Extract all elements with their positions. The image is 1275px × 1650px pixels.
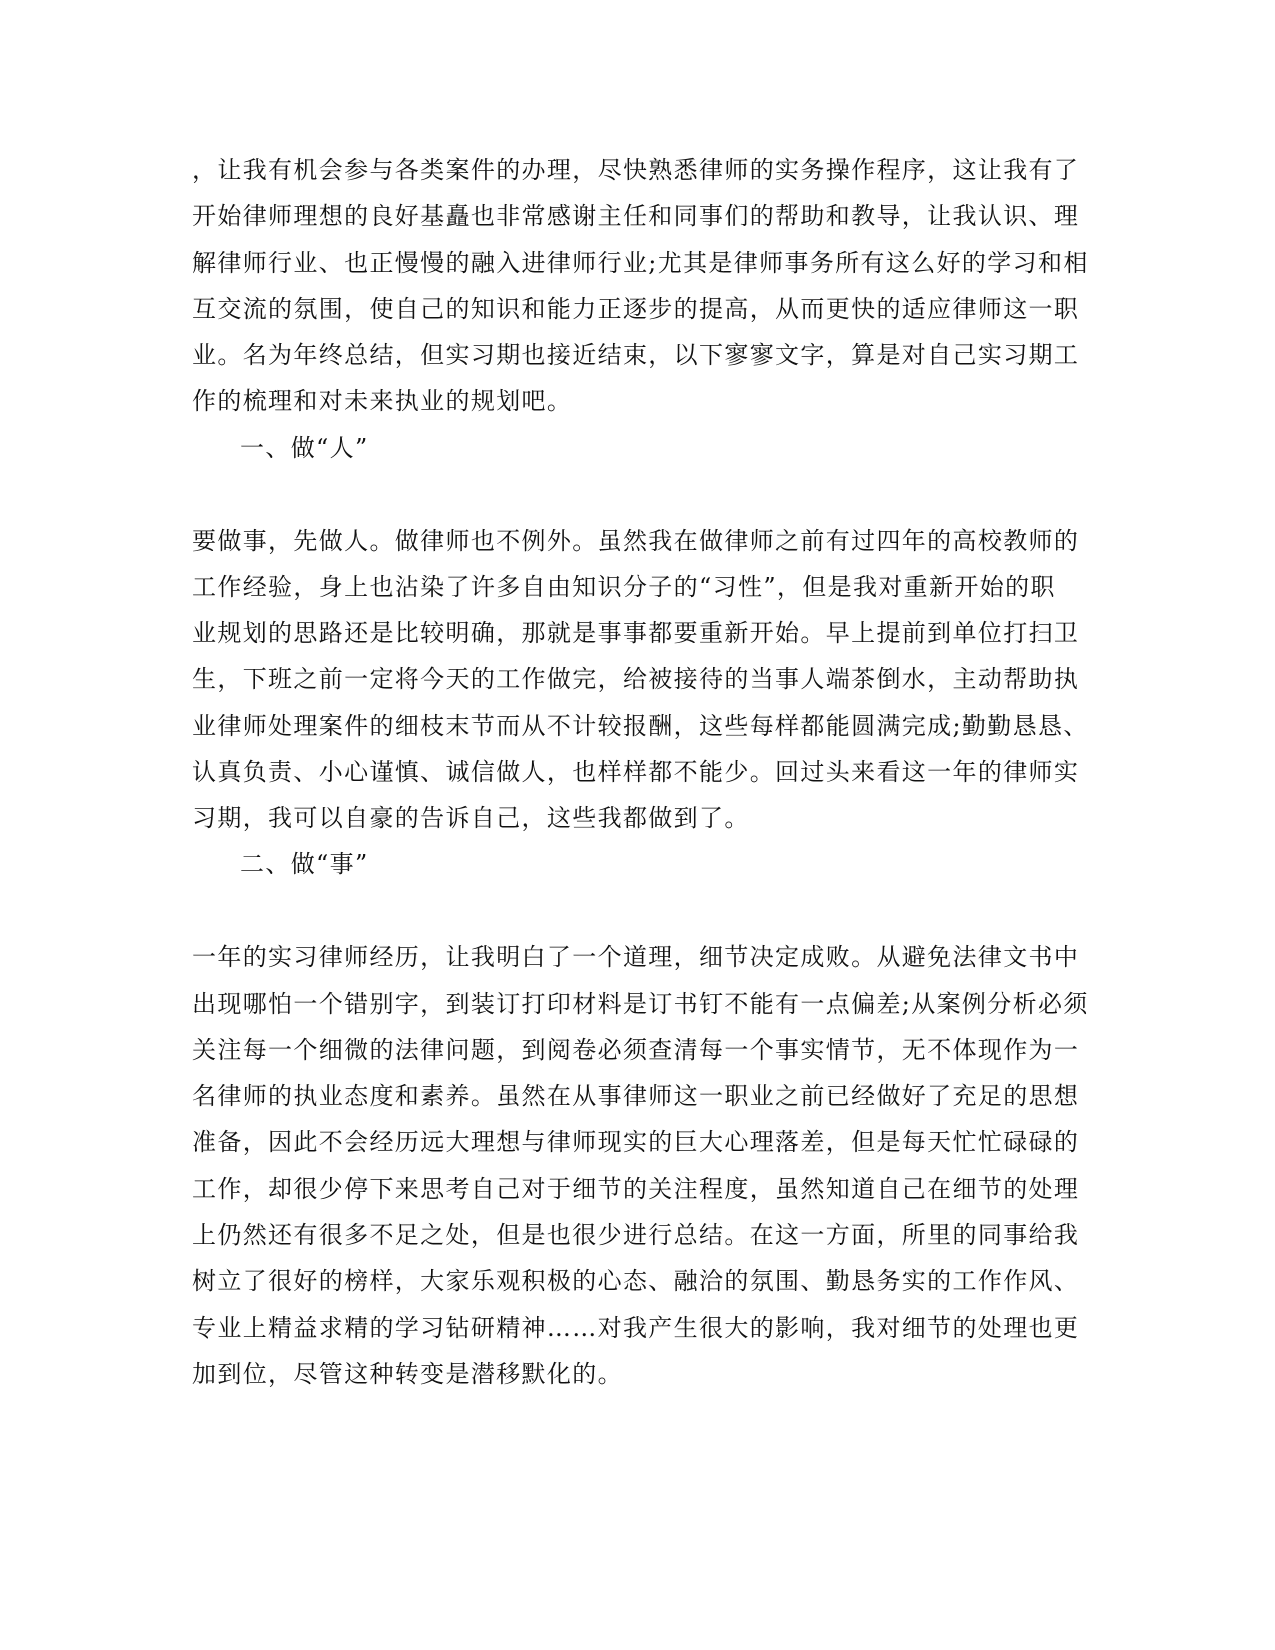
intro-line: 互交流的氛围，使自己的知识和能力正逐步的提高，从而更快的适应律师这一职 (192, 295, 1080, 323)
section-heading-1: 一、做“人” (240, 434, 369, 462)
section2-line: 工作，却很少停下来思考自己对于细节的关注程度，虽然知道自己在细节的处理 (192, 1175, 1080, 1203)
section-heading-2: 二、做“事” (240, 850, 369, 878)
section2-line: 关注每一个细微的法律问题，到阅卷必须查清每一个事实情节，无不体现作为一 (192, 1036, 1080, 1064)
section1-line: 生，下班之前一定将今天的工作做完，给被接待的当事人端茶倒水，主动帮助执 (192, 665, 1080, 693)
intro-line: 解律师行业、也正慢慢的融入进律师行业;尤其是律师事务所有这么好的学习和相 (192, 249, 1089, 277)
section2-line: 树立了很好的榜样，大家乐观积极的心态、融洽的氛围、勤恳务实的工作作风、 (192, 1267, 1080, 1295)
section2-line: 准备，因此不会经历远大理想与律师现实的巨大心理落差，但是每天忙忙碌碌的 (192, 1128, 1080, 1156)
section1-line: 习期，我可以自豪的告诉自己，这些我都做到了。 (192, 804, 750, 832)
section2-line: 上仍然还有很多不足之处，但是也很少进行总结。在这一方面，所里的同事给我 (192, 1221, 1080, 1249)
intro-line: 业。名为年终总结，但实习期也接近结束，以下寥寥文字，算是对自己实习期工 (192, 341, 1080, 369)
section2-line: 一年的实习律师经历，让我明白了一个道理，细节决定成败。从避免法律文书中 (192, 943, 1080, 971)
section2-line: 出现哪怕一个错别字，到装订打印材料是订书钉不能有一点偏差;从案例分析必须 (192, 990, 1089, 1018)
section1-line: 认真负责、小心谨慎、诚信做人，也样样都不能少。回过头来看这一年的律师实 (192, 758, 1080, 786)
intro-line: 开始律师理想的良好基矗也非常感谢主任和同事们的帮助和教导，让我认识、理 (192, 202, 1080, 230)
intro-line: 作的梳理和对未来执业的规划吧。 (192, 387, 573, 415)
section1-line: 要做事，先做人。做律师也不例外。虽然我在做律师之前有过四年的高校教师的 (192, 527, 1080, 555)
section2-line: 加到位，尽管这种转变是潜移默化的。 (192, 1360, 623, 1388)
section2-line: 专业上精益求精的学习钻研精神……对我产生很大的影响，我对细节的处理也更 (192, 1314, 1080, 1342)
section2-line: 名律师的执业态度和素养。虽然在从事律师这一职业之前已经做好了充足的思想 (192, 1082, 1080, 1110)
intro-line: ，让我有机会参与各类案件的办理，尽快熟悉律师的实务操作程序，这让我有了 (192, 156, 1080, 184)
section1-line: 业律师处理案件的细枝末节而从不计较报酬，这些每样都能圆满完成;勤勤恳恳、 (192, 712, 1089, 740)
section1-line: 工作经验，身上也沾染了许多自由知识分子的“习性”，但是我对重新开始的职 (192, 573, 1056, 601)
section1-line: 业规划的思路还是比较明确，那就是事事都要重新开始。早上提前到单位打扫卫 (192, 619, 1080, 647)
